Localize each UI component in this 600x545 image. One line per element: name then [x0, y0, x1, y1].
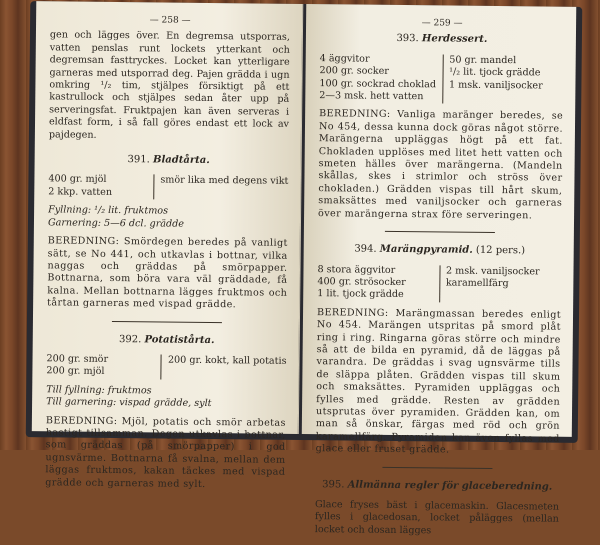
ingredients [317, 264, 561, 304]
ingredient: karamellfärg [445, 277, 509, 290]
ingredient: 400 gr. strösocker [317, 276, 406, 288]
recipe-number: 393. [396, 33, 419, 45]
ingredients [319, 53, 564, 105]
method-text: BEREDNING: Marängmassan beredes enligt No 454. Marängen utspritas på smord plåt ring i ring. Ringarna göras större och mindre så att de bilda en pyramid, då de läggas på varandra. De gräddas i svag ugnsvärme tills de släppa plåten. Grädden vispas till skum och smaksättes. Pyramiden uppläggas och fylles med grädde. Resten av grädden utsprutas över pyramiden. Grädden kan, om man så önskar, färgas med röd och grön karamellfärg. Pyramiden kan även fyllas med glace eller fruset grädde. [315, 306, 562, 456]
ingredient: 4 äggvitor [319, 52, 370, 65]
method-text: BEREDNING: Smördegen beredes på vanligt sätt, se No 441, och utkavlas i bottnar, vilka naggas och gräddas på smörpapper. Bottnarna, som böra vara väl gräddade, få kalna. Mellan bottnarna lägges fruktmos och tårtan garneras med vispad grädde. [47, 235, 288, 311]
page-number: — 258 — [149, 15, 191, 26]
right-page [302, 4, 576, 537]
divider [385, 231, 495, 233]
page-number: — 259 — [421, 18, 463, 29]
divider [382, 466, 492, 468]
ingredient: smör lika med degens vikt [160, 174, 289, 188]
ingredient: 1 lit. tjock grädde [317, 288, 404, 301]
divider [112, 321, 222, 323]
recipe-title: Bladtårta. [152, 154, 210, 167]
recipe-title: Marängpyramid. [379, 243, 473, 256]
garnish: Till garnering: vispad grädde, sylt [46, 396, 212, 410]
filling: Fyllning: ¹/₂ lit. fruktmos [48, 204, 169, 217]
ingredient: 1 msk. vaniljsocker [448, 79, 543, 92]
ingredient: 2 msk. vaniljsocker [445, 264, 540, 277]
garnish: Garnering: 5—6 dcl. grädde [47, 217, 185, 230]
section-text: Glace fryses bäst i glacemaskin. Glacesmeten fylles i glacedosan, locket pålägges (mellan locket och dosan lägges [314, 499, 560, 537]
ingredient: 50 gr. mandel [449, 54, 517, 67]
recipe-heading [47, 333, 287, 348]
ingredients [46, 353, 286, 380]
section-title: Allmänna regler för glaceberedning. [347, 479, 553, 493]
left-page [32, 1, 303, 490]
intro-paragraph: gen och lägges över. En degremsa utsporras, vatten penslas runt lockets ytterkant och degremsan fasttryckes. Locket kan ytterligare garneras med utsporrad deg. Pajen grädda i ugn omkring ¹/₂ tim, stjälpes försiktigt på ett kastrullock och stjälpes sedan åter upp på serveringsfat. Fruktpajen kan även serveras i eldfast form, i så fall göres endast ett lock av pajdegen. [48, 29, 290, 141]
recipe-number: 391. [127, 154, 150, 166]
ingredient: 200 gr. smör [46, 353, 109, 365]
ingredient: ¹/₂ lit. tjock grädde [449, 66, 541, 79]
ingredients [48, 174, 288, 201]
cookbook [26, 1, 583, 537]
ingredient: 100 gr. sockrad choklad [319, 77, 437, 90]
section-heading [315, 479, 559, 494]
recipe-serves: (12 pers.) [475, 244, 526, 257]
ingredient: 200 gr. kokt, kall potatis [167, 354, 287, 367]
recipe-number: 392. [118, 333, 142, 345]
ingredient: 2 kkp. vatten [48, 186, 113, 198]
method-text: BEREDNING: Vanliga maränger beredes, se No 454, dessa kunna dock göras något större. Marängerna uppläggas högt på ett fat. Chokladen upplöses med litet hett vatten och smeten hälles över marängerna. (Mandeln skållas, skes i strimlor och ströss över chokladen.) Grädden vispas till hårt skum, smaksättes med vaniljsocker och garneras över marängerna strax före serveringen. [318, 108, 564, 222]
filling: Till fyllning: fruktmos [46, 384, 152, 397]
recipe-title: Herdessert. [421, 33, 488, 46]
ingredient: 200 gr. socker [319, 65, 389, 78]
recipe-heading [49, 153, 289, 168]
recipe-heading [318, 243, 562, 258]
method-text: BEREDNING: Mjöl, potatis och smör arbetas hastigt tillsamman. Degen utkavlas i bottnar, som gräddas (på smörpapper) i god ugnsvärme. Bottnarna få svalna, mellan dem läggas fruktmos, kakan täckes med vispad grädde och garneras med sylt. [45, 414, 286, 490]
ingredient: 2—3 msk. hett vatten [319, 90, 424, 103]
recipe-heading [320, 33, 564, 48]
ingredient: 8 stora äggvitor [317, 263, 396, 276]
ingredient: 400 gr. mjöl [48, 173, 107, 186]
recipe-number: 394. [354, 243, 377, 255]
section-number: 395. [322, 478, 345, 491]
ingredient: 200 gr. mjöl [46, 365, 105, 378]
recipe-title: Potatistårta. [144, 333, 215, 346]
